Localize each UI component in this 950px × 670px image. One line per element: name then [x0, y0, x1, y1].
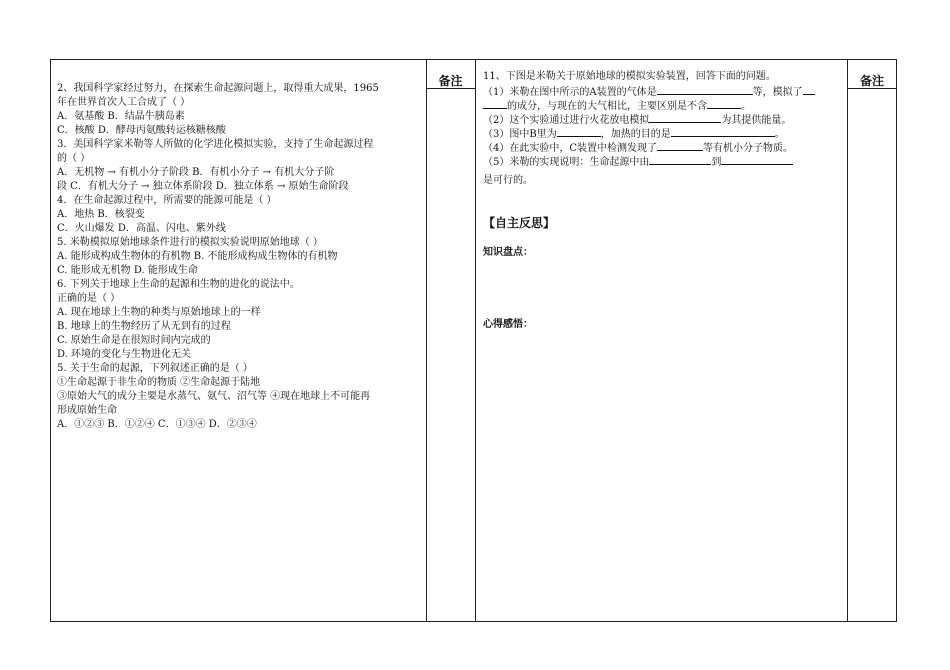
column-divider [475, 60, 476, 621]
worksheet-table [50, 59, 897, 622]
option-line: A. 能形成构成生物体的有机物 B. 不能形成构成生物体的有机物 [57, 251, 338, 262]
answer-blank[interactable] [649, 154, 711, 165]
question-line: 2、我国科学家经过努力，在探索生命起源问题上，取得重大成果，1965 [57, 83, 379, 94]
option-line: 段 C．有机大分子 → 独立体系阶段 D．独立体系 → 原始生命阶段 [57, 181, 349, 192]
answer-blank[interactable] [483, 98, 507, 109]
question-line: 是可行的。 [483, 175, 533, 186]
fill-in-line: （4）在此实验中，C装置中检测发现了 等有机小分子物质。 [483, 140, 843, 154]
question-line: 5. 米勒模拟原始地球条件进行的模拟实验说明原始地球（ ） [57, 237, 323, 248]
question-line: 6. 下列关于地球上生命的起源和生物的进化的说法中。 [57, 279, 300, 290]
right-questions [483, 70, 843, 332]
remark-header: 备注 [438, 74, 463, 88]
reflection-title: 【自主反思】 [483, 216, 556, 230]
option-line: C．火山爆发 D．高温、闪电、紫外线 [57, 223, 226, 234]
option-line: A．地热 B．核裂变 [57, 209, 145, 220]
option-line: ①生命起源于非生命的物质 ②生命起源于陆地 [57, 377, 261, 388]
question-line: 5. 关于生命的起源，下列叙述正确的是（ ） [57, 363, 253, 374]
column-divider [426, 60, 427, 621]
option-line: C. 能形成无机物 D. 能形成生命 [57, 265, 198, 276]
option-line: A．无机物 → 有机小分子阶段 B．有机小分子 → 有机大分子阶 [57, 167, 335, 178]
question-line: 年在世界首次人工合成了（ ） [57, 97, 191, 108]
option-line: 形成原始生命 [57, 405, 117, 416]
option-line: A．氨基酸 B．结晶牛胰岛素 [57, 111, 185, 122]
option-line: B. 地球上的生物经历了从无到有的过程 [57, 321, 231, 332]
fill-in-line: （1）米勒在图中所示的A装置的气体是 等，模拟了 [483, 84, 843, 98]
answer-blank[interactable] [803, 84, 815, 95]
knowledge-label: 知识盘点： [483, 247, 533, 258]
option-line: ③原始大气的成分主要是水蒸气、氨气、沼气等 ④现在地球上不可能再 [57, 391, 371, 402]
option-line: A. 现在地球上生物的种类与原始地球上的一样 [57, 307, 261, 318]
fill-in-line: （5）米勒的实现说明：生命起源中由 到 [483, 154, 843, 168]
option-line: C. 原始生命是在很短时间内完成的 [57, 335, 211, 346]
answer-blank[interactable] [707, 98, 741, 109]
fill-in-line: （3）图中B里为 ，加热的目的是 。 [483, 126, 843, 140]
question-line: 11、下图是米勒关于原始地球的模拟实验装置，回答下面的问题。 [483, 71, 776, 82]
question-line: 3．美国科学家米勒等人所做的化学进化模拟实验，支持了生命起源过程 [57, 139, 374, 150]
insight-label: 心得感悟： [483, 319, 533, 330]
answer-blank[interactable] [557, 126, 601, 137]
option-line: C．核酸 D．酵母丙氨酸转运核糖核酸 [57, 125, 226, 136]
left-questions [57, 82, 423, 432]
question-line: 的（ ） [57, 153, 91, 164]
fill-in-line: 的成分，与现在的大气相比，主要区别是不含 。 [483, 98, 843, 112]
option-line: A．①②③ B．①②④ C．①③④ D．②③④ [57, 419, 257, 430]
remark-header: 备注 [859, 74, 884, 88]
option-line: D. 环境的变化与生物进化无关 [57, 349, 192, 360]
fill-in-line: （2）这个实验通过进行火花放电模拟 为其提供能量。 [483, 112, 843, 126]
question-line: 正确的是（ ） [57, 293, 121, 304]
answer-blank[interactable] [657, 84, 753, 95]
answer-blank[interactable] [649, 112, 721, 123]
question-line: 4．在生命起源过程中，所需要的能源可能是（ ） [57, 195, 277, 206]
answer-blank[interactable] [721, 154, 793, 165]
answer-blank[interactable] [657, 140, 703, 151]
answer-blank[interactable] [671, 126, 775, 137]
column-divider [847, 60, 848, 621]
